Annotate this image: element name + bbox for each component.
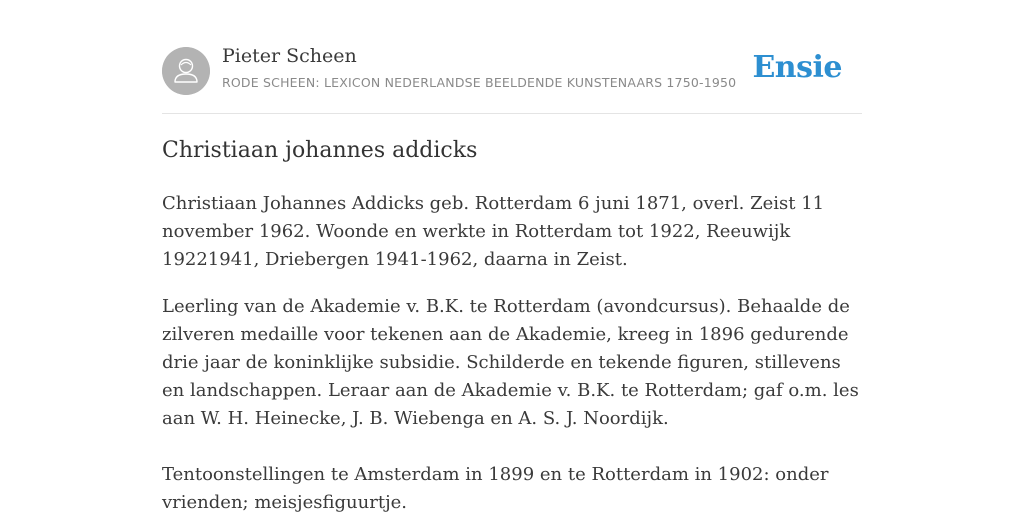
article-title: Christiaan johannes addicks [162,138,478,163]
source-title[interactable]: RODE SCHEEN: LEXICON NEDERLANDSE BEELDENDE KUNSTENAARS 1750-1950 [222,75,737,90]
page-container [162,0,862,512]
article-body [162,190,862,512]
article-header [162,0,862,114]
paragraph-education: Leerling van de Akademie v. B.K. te Rotterdam (avondcursus). Behaalde de zilveren medaille voor tekenen aan de Akademie, kreeg in 1896 gedurende drie jaar de koninklijke subsidie. Schilderde en tekende figuren, stillevens en landschappen. Leraar aan de Akademie v. B.K. te Rotterdam; gaf o.m. les aan W. H. Heinecke, J. B. Wiebenga en A. S. J. Noordijk. [162,296,859,429]
paragraph-biography: Christiaan Johannes Addicks geb. Rotterdam 6 juni 1871, overl. Zeist 11 november 1962. Woonde en werkte in Rotterdam tot 1922, Reeuwijk 19221941, Driebergen 1941-1962, daarna in Zeist. [162,193,825,270]
author-name[interactable]: Pieter Scheen [222,45,357,67]
paragraph-exhibitions: Tentoonstellingen te Amsterdam in 1899 en te Rotterdam in 1902: onder vrienden; meisjesfiguurtje. [162,464,829,512]
ensie-logo[interactable]: Ensie [752,50,842,85]
author-avatar[interactable] [162,47,210,95]
person-icon [162,47,210,95]
